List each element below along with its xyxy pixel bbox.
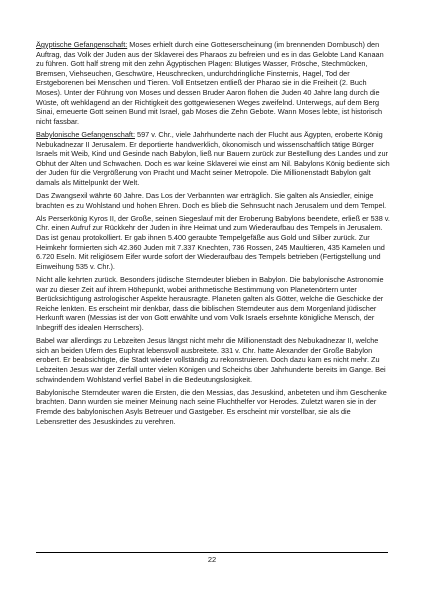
paragraph-text: Moses erhielt durch eine Gotteserscheinung (im brennenden Dornbusch) den Auftrag, das Volk der Juden aus der Sklaverei des Pharaos zu befreien und es in das Gelobte Land Kanaan zu führen. Gott half streng mit den zehn Ägyptischen Plagen: Blutiges Wasser, Frösche, Stechmücken, Bremsen, Viehseuchen, Geschwüre, Heuschrecken, undurchdringliche Finsternis, Hagel, Tod der Erstgeborenen bei Menschen und Tieren. Voll Entsetzen entließ der Pharao sie in die Freiheit (2. Buch Moses). Unter der Führung von Moses und dessen Bruder Aaron flohen die Juden 40 Jahre lang durch die Wüste, oft wehklagend an der Richtigkeit des gottgewiesenen Weges zweifelnd. Unterwegs, auf dem Berg Sinai, erneuerte Gott seinen Bund mit Israel, gab Moses die Zehn Gebote. Wann Moses lebte, ist historisch nicht fassbar.: [36, 40, 384, 126]
paragraph-magi: [36, 388, 392, 426]
paragraph-babylonian-captivity: [36, 130, 392, 188]
section-heading-egyptian-captivity: Ägyptische Gefangenschaft:: [36, 40, 128, 49]
paragraph-text: 597 v. Chr., viele Jahrhunderte nach der Flucht aus Ägypten, eroberte König Nebukadnezar II Jerusalem. Er deportierte handwerklich, ökonomisch und wissenschaftlich tätige Bürger Israels mit Weib, Kind und Gesinde nach Babylon, ließ nur Bauern zurück zur Bestellung des Landes und zur Obhut der Alten und Schwachen. Doch es war keine Sklaverei wie einst am Nil. Babylons König bediente sich der Juden für die Vergrößerung von Pracht und Macht seiner Metropole. Die Millionenstadt Babylon galt damals als Mittelpunkt der Welt.: [36, 129, 390, 187]
body-text: [36, 40, 392, 427]
paragraph-exile: [36, 191, 392, 210]
paragraph-kyros: [36, 214, 392, 272]
paragraph-astronomers: [36, 275, 392, 333]
section-heading-babylonian-captivity: Babylonische Gefangenschaft:: [36, 129, 135, 139]
paragraph-text: Babylonische Sterndeuter waren die Ersten, die den Messias, das Jesuskind, anbeteten und ihm Geschenke brachten. Dann wurden sie meiner Meinung nach seine Fluchthelfer vor Herodes. Zuletzt waren sie in der Fremde des babylonischen Asyls Betreuer und Gastgeber. Es erscheint mir vorstellbar, sie als die Lebensretter des Jesuskindes zu verehren.: [36, 387, 387, 426]
paragraph-text: Das Zwangsexil währte 60 Jahre. Das Los der Verbannten war erträglich. Sie galten als Ansiedler, einige brachten es zu Wohlstand und hohen Ehren. Doch es blieb die Sehnsucht nach Jerusalem und dem Tempel.: [36, 191, 387, 210]
page-number: 22: [207, 555, 217, 564]
paragraph-text: Babel war allerdings zu Lebzeiten Jesus längst nicht mehr die Millionenstadt des Nebukadnezar II, welche sich an beiden Ufern des Euphrat lebensvoll ausbreitete. 331 v. Chr. hatte Alexander der Große Babylon erobert. Er beabsichtigte, die Stadt wieder vollständig zu rekonstruieren. Doch dazu kam es nicht mehr. Zu Lebzeiten Jesus war der Zerfall unter vielen Königen und Scheichs über Jahrhunderte bereits im Gange. Bei schwindendem Wohlstand verfiel Babel in die Bedeutungslosigkeit.: [36, 336, 386, 384]
paragraph-text: Als Perserkönig Kyros II, der Große, seinen Siegeslauf mit der Eroberung Babylons beendete, erließ er 538 v. Chr. einen Aufruf zur Rückkehr der Juden in ihre Heimat und zum Wiederaufbau des Tempels in Jerusalem. Das ist genau protokolliert. Er gab ihnen 5.400 geraubte Tempelgefäße aus Gold und Silber zurück. Zur Heimkehr formierten sich 42.360 Juden mit 7.337 Knechten, 736 Rossen, 245 Maultieren, 435 Kamelen und 6.720 Eseln. Mit religiösem Eifer wurde sofort der Wiederaufbau des Tempels betrieben (Fertigstellung und Einweihung 535 v. Chr.).: [36, 213, 390, 271]
paragraph-text: Nicht alle kehrten zurück. Besonders jüdische Sterndeuter blieben in Babylon. Die babylonische Astronomie war zu dieser Zeit auf ihrem Höhepunkt, wobei arithmetische Bestimmung von Planetenörtern unter Berücksichtigung astrologischer Aspekte herausragte. Planeten galten als Götter, welche die Geschicke der Reiche lenkten. Es erscheint mir denkbar, dass die biblischen Sterndeuter aus dem Morgenland jüdischer Herkunft waren (Messias ist der von Gott erwählte und vom Volk Israels ersehnte königliche Mensch, der Inbegriff des idealen Herrschers).: [36, 275, 384, 332]
paragraph-egyptian-captivity: [36, 40, 392, 126]
paragraph-babel-decline: [36, 336, 392, 384]
footer-rule: [36, 552, 388, 553]
